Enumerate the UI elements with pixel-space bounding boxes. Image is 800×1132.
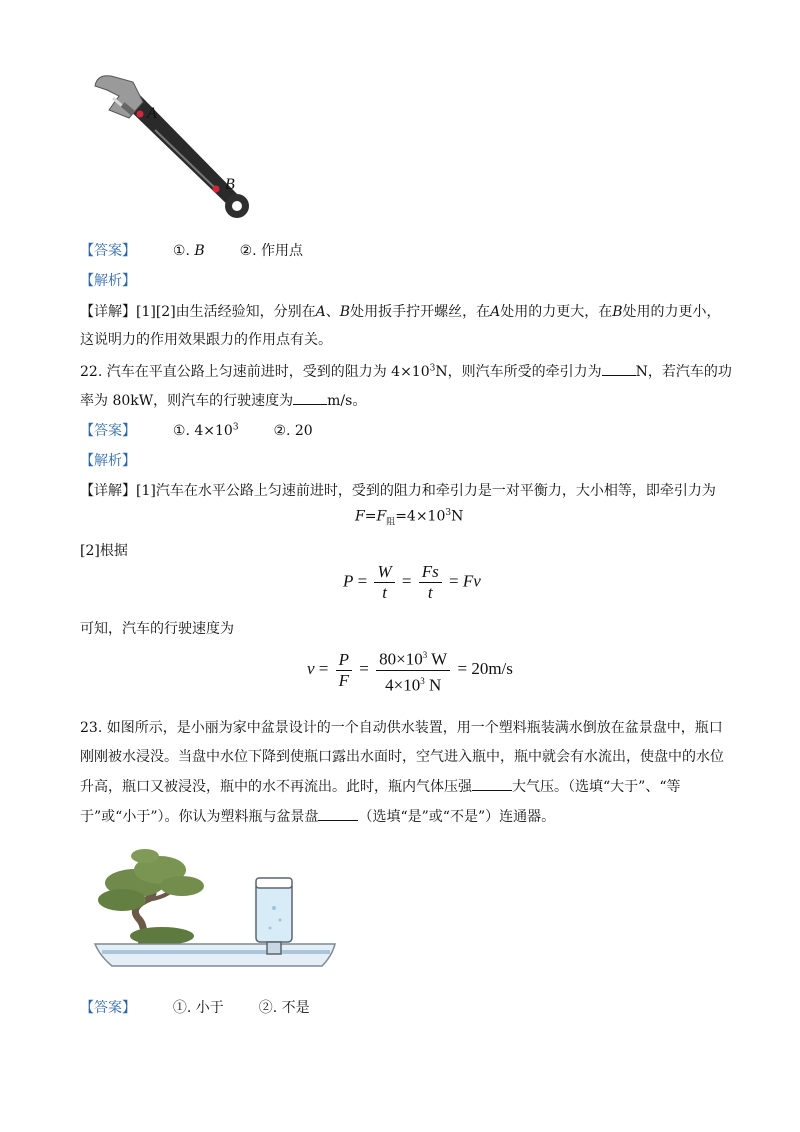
question-text: N，若汽车的功 <box>635 364 732 380</box>
detail-text: [1]汽车在水平公路上匀速前进时，受到的阻力和牵引力是一对平衡力，大小相等，即牵引力为 <box>136 483 716 499</box>
numerator: P <box>336 651 352 671</box>
question-text: 22. 汽车在平直公路上匀速前进时，受到的阻力为 4×10 <box>80 364 430 380</box>
q21-answer-line <box>80 240 303 260</box>
numerator: W <box>374 563 394 583</box>
answer-option-1: ①. 4×10 <box>172 423 233 439</box>
fraction <box>374 563 394 602</box>
question-text: 大气压。（选填“大于”、“等 <box>512 779 681 795</box>
eq-symbol: = <box>364 508 377 525</box>
answer-option-1: ①. 小于 <box>172 1000 224 1016</box>
bonsai-tree-icon <box>98 849 204 948</box>
answer-tag: 【答案】 <box>80 423 136 439</box>
eq-symbol: = <box>401 571 412 591</box>
fraction <box>336 651 352 690</box>
denominator <box>382 671 444 695</box>
answer-blank <box>602 363 636 376</box>
answer-blank <box>318 808 358 821</box>
exponent: 3 <box>429 363 436 374</box>
q22-question-line1 <box>80 361 732 381</box>
q22-analysis-tag: 【解析】 <box>80 453 136 469</box>
bonsai-water-device-figure <box>90 848 340 973</box>
q23-answer-line <box>80 997 310 1017</box>
exponent: 3 <box>420 675 425 686</box>
eq-symbol: = <box>449 571 459 591</box>
answer-option-1-value: B <box>194 243 205 259</box>
detail-text: 处用的力更小， <box>622 304 721 320</box>
exponent: 3 <box>445 508 452 518</box>
q22-answer-line <box>80 420 313 440</box>
detail-text: 处用扳手拧开螺丝，在 <box>350 304 491 320</box>
equation-traction <box>355 508 463 527</box>
q21-detail-line1 <box>80 301 721 321</box>
q22-detail-line1 <box>80 480 716 500</box>
answer-option-1: ①. <box>172 243 195 259</box>
wrench-icon <box>95 76 249 218</box>
eq-unit: N <box>451 508 464 525</box>
q23-question-line4 <box>80 806 555 826</box>
denominator: F <box>338 670 350 690</box>
question-text: 率为 80kW，则汽车的行驶速度为 <box>80 393 294 409</box>
eq-symbol: F <box>376 508 387 525</box>
answer-blank <box>472 778 512 791</box>
eq-unit: N <box>424 675 442 695</box>
eq-symbol: v <box>307 659 315 679</box>
detail-text: 、 <box>325 304 340 320</box>
eq-value: 20m/s <box>471 659 513 679</box>
eq-value: =4×10 <box>395 508 446 525</box>
detail-tag: 【详解】 <box>80 304 136 320</box>
eq-symbol: Fv <box>462 571 481 591</box>
var-b: B <box>612 304 623 320</box>
q23-question-line2: 刚刚被水浸没。当盘中水位下降到使瓶口露出水面时，空气进入瓶中，瓶中就会有水流出，使盘中的水位 <box>80 749 724 765</box>
answer-blank <box>293 392 327 405</box>
eq-symbol: = <box>318 659 329 679</box>
water-tray-icon <box>95 944 335 966</box>
detail-text: [1][2]由生活经验知，分别在 <box>136 304 316 320</box>
numerator <box>376 646 450 671</box>
q23-question-line3 <box>80 776 680 796</box>
numerator: Fs <box>419 563 442 583</box>
var-b: B <box>339 304 351 320</box>
eq-symbol: F <box>355 508 365 525</box>
equation-power <box>343 563 481 602</box>
answer-option-2: ②. 不是 <box>258 1000 310 1016</box>
answer-option-2: ②. 作用点 <box>239 243 304 259</box>
q21-analysis-tag: 【解析】 <box>80 273 136 289</box>
q21-detail-line2: 这说明力的作用效果跟力的作用点有关。 <box>80 332 332 348</box>
eq-value: 80×10 <box>379 649 423 669</box>
eq-symbol: = <box>359 659 369 679</box>
eq-subscript: 阻 <box>386 517 396 528</box>
var-a: A <box>490 304 501 320</box>
point-a-label: A <box>147 105 157 122</box>
answer-option-2: ②. 20 <box>273 423 313 439</box>
answer-tag: 【答案】 <box>80 243 136 259</box>
question-text: 于”或“小于”）。你认为塑料瓶与盆景盘 <box>80 809 319 825</box>
eq-value: 4×10 <box>385 675 421 695</box>
question-text: m/s。 <box>327 393 367 409</box>
question-text: N，则汽车所受的牵引力为 <box>435 364 602 380</box>
equation-speed <box>307 646 513 694</box>
denominator: t <box>427 583 433 602</box>
detail-text: 处用的力更大，在 <box>500 304 613 320</box>
fraction <box>419 563 442 602</box>
eq-symbol: = <box>457 659 468 679</box>
var-a: A <box>315 304 326 320</box>
point-b-label: B <box>225 176 235 193</box>
eq-unit: W <box>427 649 448 669</box>
question-text: （选填“是”或“不是”）连通器。 <box>358 809 556 825</box>
plastic-bottle-icon <box>256 878 292 954</box>
exponent: 3 <box>422 650 428 660</box>
eq-symbol: P <box>343 571 354 591</box>
question-text: 升高，瓶口又被浸没，瓶中的水不再流出。此时，瓶内气体压强 <box>80 779 472 795</box>
denominator: t <box>382 583 387 602</box>
q22-detail-know: 可知，汽车的行驶速度为 <box>80 621 234 637</box>
fraction <box>376 646 450 694</box>
wrench-figure <box>85 72 255 222</box>
q22-question-line2 <box>80 390 366 410</box>
exponent: 3 <box>232 422 239 433</box>
detail-tag: 【详解】 <box>80 483 136 499</box>
q23-question-line1: 23. 如图所示，是小丽为家中盆景设计的一个自动供水装置，用一个塑料瓶装满水倒放在盆景盘中，瓶口 <box>80 720 723 736</box>
q22-detail-gen: [2]根据 <box>80 543 128 559</box>
answer-tag: 【答案】 <box>80 1000 136 1016</box>
eq-symbol: = <box>357 571 368 591</box>
